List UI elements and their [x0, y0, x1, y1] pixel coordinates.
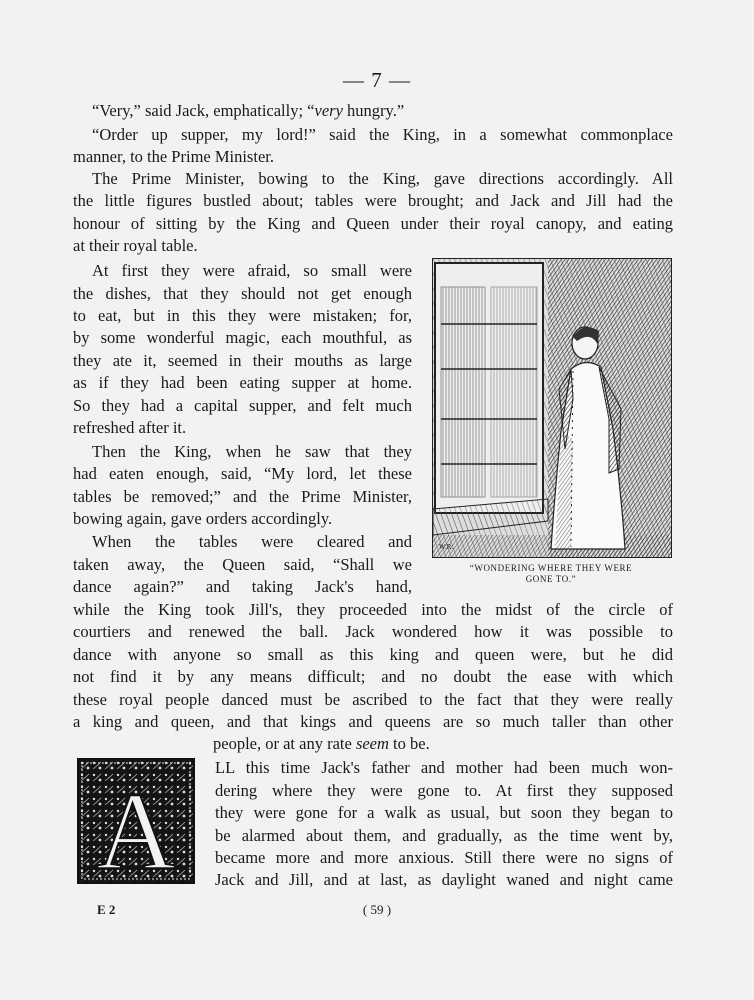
text-line: while the King took Jill's, they proceeded into the midst of the circle of [73, 600, 673, 619]
text-line: by some wonderful magic, each mouthful, as [73, 328, 412, 347]
text-line: bowing again, gave orders accordingly. [73, 509, 333, 528]
text-line: to eat, but in this they were mistaken; for, [73, 306, 412, 325]
text-line: “Order up supper, my lord!” said the King, in a somewhat commonplace [92, 125, 673, 144]
signature-mark: E 2 [97, 902, 116, 917]
text-line: When the tables were cleared and [92, 532, 412, 551]
text-line: Then the King, when he saw that they [92, 442, 412, 461]
text-line: refreshed after it. [73, 418, 187, 437]
text-line: At first they were afraid, so small were [92, 261, 412, 280]
text-line: dance again?” and taking Jack's hand, [73, 577, 412, 596]
artist-signature: W.R. [439, 543, 454, 551]
caption-line: “WONDERING WHERE THEY WERE [469, 563, 633, 573]
folio-number: ( 59 ) [362, 902, 392, 917]
text-line: these royal people danced must be ascribed to the fact that they were really [73, 690, 673, 709]
illustration-caption [432, 563, 670, 585]
text-line: courtiers and renewed the ball. Jack wondered how it was possible to [73, 622, 673, 641]
text-line: had eaten enough, said, “My lord, let these [73, 464, 412, 483]
text-line: honour of sitting by the King and Queen under their royal canopy, and eating [73, 214, 673, 233]
text-line: at their royal table. [73, 236, 198, 255]
caption-line: GONE TO.” [525, 574, 577, 584]
text-line: dance with anyone so small as this king and queen were, but he did [73, 645, 673, 664]
text-line: as if they had been eating supper at home. [73, 373, 412, 392]
text-line: the little figures bustled about; tables were brought; and Jack and Jill had the [73, 191, 673, 210]
floral-border-ornament [79, 760, 193, 882]
text-line: “Very,” said Jack, emphatically; “very hungry.” [92, 101, 405, 120]
text-line: Jack and Jill, and at last, as daylight waned and night came [215, 870, 673, 889]
text-line: be alarmed about them, and gradually, as the time went by, [215, 826, 673, 845]
text-line: not find it by any means difficult; and no doubt the ease with which [73, 667, 673, 686]
text-line: people, or at any rate seem to be. [213, 734, 430, 753]
text-line: dering where they were gone to. At first they supposed [215, 781, 673, 800]
text-line: became more and more anxious. Still there were no signs of [215, 848, 673, 867]
decorated-drop-cap [77, 758, 195, 884]
drop-cap-letter: A [96, 770, 176, 882]
engraving-illustration [432, 258, 672, 558]
text-line: manner, to the Prime Minister. [73, 147, 274, 166]
text-line: So they had a capital supper, and felt much [73, 396, 412, 415]
text-line: the dishes, that they should not get enough [73, 284, 412, 303]
text-line: The Prime Minister, bowing to the King, gave directions accordingly. All [92, 169, 673, 188]
text-line: LL this time Jack's father and mother had been much won- [215, 758, 673, 777]
text-line: they were gone for a walk as usual, but soon they began to [215, 803, 673, 822]
page-number: — 7 — [343, 68, 411, 92]
text-line: taken away, the Queen said, “Shall we [73, 555, 412, 574]
woman-at-window-illustration [433, 259, 671, 557]
text-line: a king and queen, and that kings and queens are so much taller than other [73, 712, 673, 731]
text-line: tables be removed;” and the Prime Minister, [73, 487, 412, 506]
text-line: they ate it, seemed in their mouths as large [73, 351, 412, 370]
